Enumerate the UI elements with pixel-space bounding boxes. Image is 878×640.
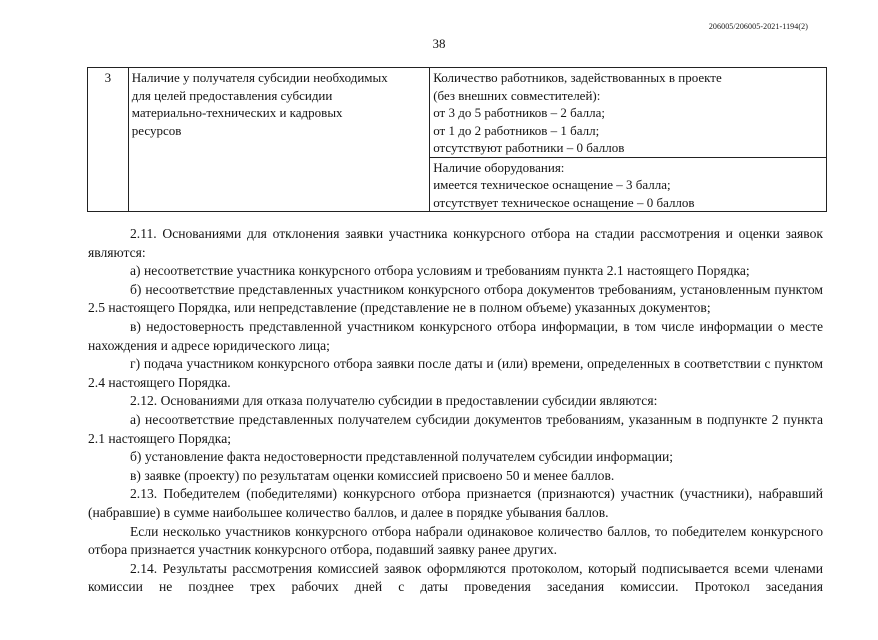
criteria-line: имеется техническое оснащение – 3 балла;	[433, 177, 671, 192]
paragraph-tie-rule: Если несколько участников конкурсного отбора набрали одинаковое количество баллов, то победителем конкурсного отбора признается участник конкурсного отбора, подавший заявку ранее других.	[88, 523, 823, 558]
criteria-line: отсутствуют работники – 0 баллов	[433, 140, 625, 155]
criterion-name-line: Наличие у получателя субсидии необходимых	[131, 70, 388, 85]
criteria-line: Количество работников, задействованных в проекте	[433, 70, 722, 85]
criteria-line: (без внешних совместителей):	[433, 87, 601, 103]
paragraph-item-v: в) недостоверность представленной участником конкурсного отбора информации, в том числе информации о месте нахождения и адресе юридического лица;	[88, 318, 823, 353]
equipment-criteria-cell	[430, 157, 827, 212]
document-id: 206005/206005-2021-1194(2)	[708, 22, 808, 31]
criterion-name-line: для целей предоставления субсидии	[131, 87, 333, 103]
criterion-name-line: материально-технических и кадровых	[131, 105, 343, 120]
page-number: 38	[432, 36, 446, 51]
paragraph-item-a: а) несоответствие представленных получателем субсидии документов требованиям, указанным в подпункте 2 пункта 2.1 настоящего Порядка;	[88, 411, 823, 446]
paragraph-2-12: 2.12. Основаниями для отказа получателю субсидии в предоставлении субсидии являются:	[130, 393, 658, 409]
row-number-cell: 3	[88, 68, 129, 212]
paragraph-2-13: 2.13. Победителем (победителями) конкурсного отбора признается (признаются) участник (участники), набравший (набравшие) в сумме наибольшее количество баллов, и далее в порядке убывания баллов.	[88, 486, 823, 520]
criteria-line: Наличие оборудования:	[433, 159, 565, 175]
paragraph-item-v: в) заявке (проекту) по результатам оценки комиссией присвоено 50 и менее баллов.	[130, 467, 615, 483]
paragraph-item-a: а) несоответствие участника конкурсного отбора условиям и требованиям пункта 2.1 настоящего Порядка;	[130, 263, 750, 279]
workers-criteria-cell	[430, 68, 827, 158]
criterion-name-cell	[128, 68, 429, 212]
paragraph-2-11: 2.11. Основаниями для отклонения заявки участника конкурсного отбора на стадии рассмотрения и оценки заявок являются:	[88, 226, 823, 260]
paragraph-item-b: б) установление факта недостоверности представленной получателем субсидии информации;	[130, 449, 674, 465]
paragraph-item-g: г) подача участником конкурсного отбора заявки после даты и (или) времени, определенных в соответствии с пунктом 2.4 настоящего Порядка.	[88, 356, 823, 390]
table-row	[88, 68, 827, 158]
document-body	[88, 225, 823, 597]
criteria-table	[87, 67, 827, 212]
paragraph-2-14: 2.14. Результаты рассмотрения комиссией заявок оформляются протоколом, который подписывается всеми членами комиссии не позднее трех рабочих дней с даты проведения заседания комиссии. Протокол заседания	[88, 560, 823, 595]
paragraph-item-b: б) несоответствие представленных участником конкурсного отбора документов требованиям, установленным пунктом 2.5 настоящего Порядка, или непредставление (представление не в полном объеме) указанных документов;	[88, 281, 823, 316]
criteria-line: от 3 до 5 работников – 2 балла;	[433, 105, 606, 120]
criterion-name-line: ресурсов	[131, 122, 182, 138]
criteria-line: отсутствует техническое оснащение – 0 баллов	[433, 194, 695, 210]
criteria-line: от 1 до 2 работников – 1 балл;	[433, 122, 600, 138]
